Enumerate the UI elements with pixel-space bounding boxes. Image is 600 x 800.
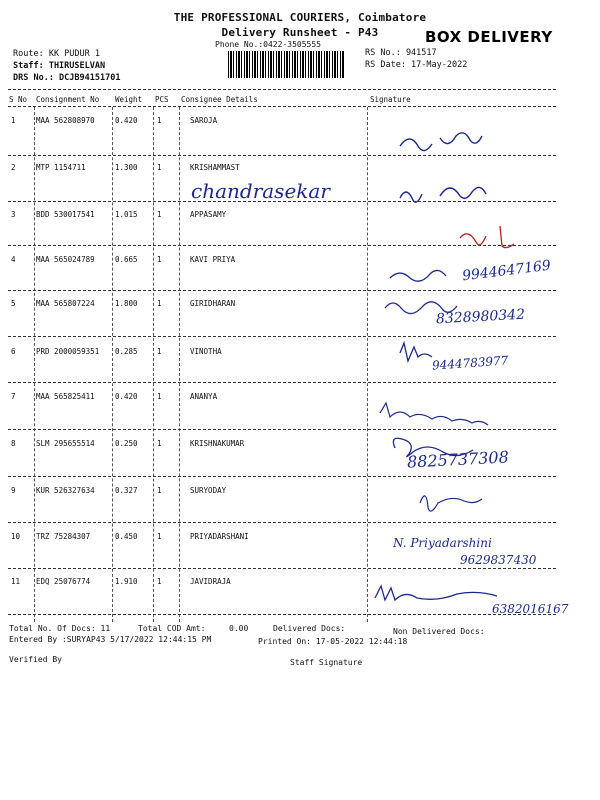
row-weight: 0.285 [115, 347, 138, 356]
row-weight: 0.420 [115, 392, 138, 401]
col-weight: Weight [115, 95, 143, 104]
cod-amount-label: Total COD Amt: [138, 624, 206, 633]
rs-date: RS Date: 17-May-2022 [365, 60, 468, 70]
handwritten-phone: 8825737308 [406, 447, 510, 472]
row-consignee: GIRIDHARAN [190, 299, 236, 308]
row-consignee: JAVIDRAJA [190, 577, 231, 586]
printed-on: Printed On: 17-05-2022 12:44:18 [258, 637, 408, 646]
row-sno: 9 [11, 486, 16, 495]
row-pcs: 1 [157, 210, 162, 219]
row-consignment: MAA 565807224 [36, 299, 95, 308]
non-delivered-docs: Non Delivered Docs: [393, 627, 485, 636]
row-consignment: SLM 295655514 [36, 439, 95, 448]
row-sno: 2 [11, 163, 16, 172]
row-sno: 1 [11, 116, 16, 125]
col-consignee: Consignee Details [181, 95, 258, 104]
row-consignment: MAA 565024789 [36, 255, 95, 264]
barcode [228, 51, 345, 78]
delivered-docs: Delivered Docs: [273, 624, 346, 633]
handwritten-phone: 6382016167 [492, 602, 569, 616]
row-consignment: TRZ 75284307 [36, 532, 91, 541]
document-subtitle: Delivery Runsheet - P43 [221, 26, 379, 39]
staff-signature: Staff Signature [290, 658, 363, 667]
row-weight: 1.015 [115, 210, 138, 219]
row-consignee: SURYODAY [190, 486, 227, 495]
row-pcs: 1 [157, 486, 162, 495]
col-consignment: Consignment No [36, 95, 100, 104]
row-sno: 11 [11, 577, 21, 586]
row-pcs: 1 [157, 116, 162, 125]
row-sno: 8 [11, 439, 16, 448]
row-consignment: MTP 1154711 [36, 163, 86, 172]
handwritten-phone: 8328980342 [435, 306, 526, 328]
row-consignee: SAROJA [190, 116, 218, 125]
row-consignment: MAA 562808970 [36, 116, 95, 125]
verified-by: Verified By [9, 655, 62, 664]
cod-amount-value: 0.00 [229, 624, 249, 633]
handwritten-phone: 9944647169 [461, 257, 552, 285]
entered-by: Entered By :SURYAP43 5/17/2022 12:44:15 PM [9, 635, 212, 644]
handwritten-name: chandrasekar [191, 179, 330, 203]
row-sno: 4 [11, 255, 16, 264]
row-consignee: KRISHNAKUMAR [190, 439, 245, 448]
row-consignment: BDD 530017541 [36, 210, 95, 219]
row-pcs: 1 [157, 255, 162, 264]
row-weight: 0.450 [115, 532, 138, 541]
row-consignment: KUR 526327634 [36, 486, 95, 495]
row-consignment: EDQ 25076774 [36, 577, 91, 586]
row-consignee: KAVI PRIYA [190, 255, 236, 264]
handwritten-phone: 9629837430 [460, 553, 537, 567]
row-consignee: APPASAMY [190, 210, 227, 219]
row-pcs: 1 [157, 299, 162, 308]
row-sno: 5 [11, 299, 16, 308]
row-consignee: VINOTHA [190, 347, 222, 356]
rs-number: RS No.: 941517 [365, 48, 437, 58]
phone-number: Phone No.:0422-3505555 [215, 40, 321, 49]
row-pcs: 1 [157, 163, 162, 172]
staff-label: Staff: THIRUSELVAN [13, 61, 106, 71]
row-weight: 1.800 [115, 299, 138, 308]
row-consignment: PRD 2000059351 [36, 347, 100, 356]
row-weight: 1.300 [115, 163, 138, 172]
row-weight: 0.327 [115, 486, 138, 495]
row-pcs: 1 [157, 577, 162, 586]
row-weight: 0.665 [115, 255, 138, 264]
row-weight: 1.910 [115, 577, 138, 586]
col-sno: S No [9, 95, 28, 104]
drs-number: DRS No.: DCJB94151701 [13, 73, 121, 83]
row-consignee: PRIYADARSHANI [190, 532, 249, 541]
row-pcs: 1 [157, 347, 162, 356]
row-sno: 7 [11, 392, 16, 401]
handwritten-phone: 9444783977 [431, 353, 509, 373]
total-docs: Total No. Of Docs: 11 [9, 624, 111, 633]
row-consignee: ANANYA [190, 392, 218, 401]
col-signature: Signature [370, 95, 411, 104]
document-title: THE PROFESSIONAL COURIERS, Coimbatore [173, 11, 427, 24]
header-top-rule [8, 89, 556, 90]
handwritten-name: N. Priyadarshini [393, 536, 492, 550]
row-consignment: MAA 565825411 [36, 392, 95, 401]
row-sno: 10 [11, 532, 21, 541]
row-weight: 0.250 [115, 439, 138, 448]
row-consignee: KRISHAMMAST [190, 163, 240, 172]
row-pcs: 1 [157, 532, 162, 541]
col-pcs: PCS [155, 95, 169, 104]
header-bottom-rule [8, 106, 556, 107]
box-delivery-stamp: BOX DELIVERY [425, 28, 553, 46]
row-sno: 6 [11, 347, 16, 356]
row-pcs: 1 [157, 392, 162, 401]
route-label: Route: KK PUDUR 1 [13, 49, 100, 59]
row-sno: 3 [11, 210, 16, 219]
row-weight: 0.420 [115, 116, 138, 125]
row-pcs: 1 [157, 439, 162, 448]
